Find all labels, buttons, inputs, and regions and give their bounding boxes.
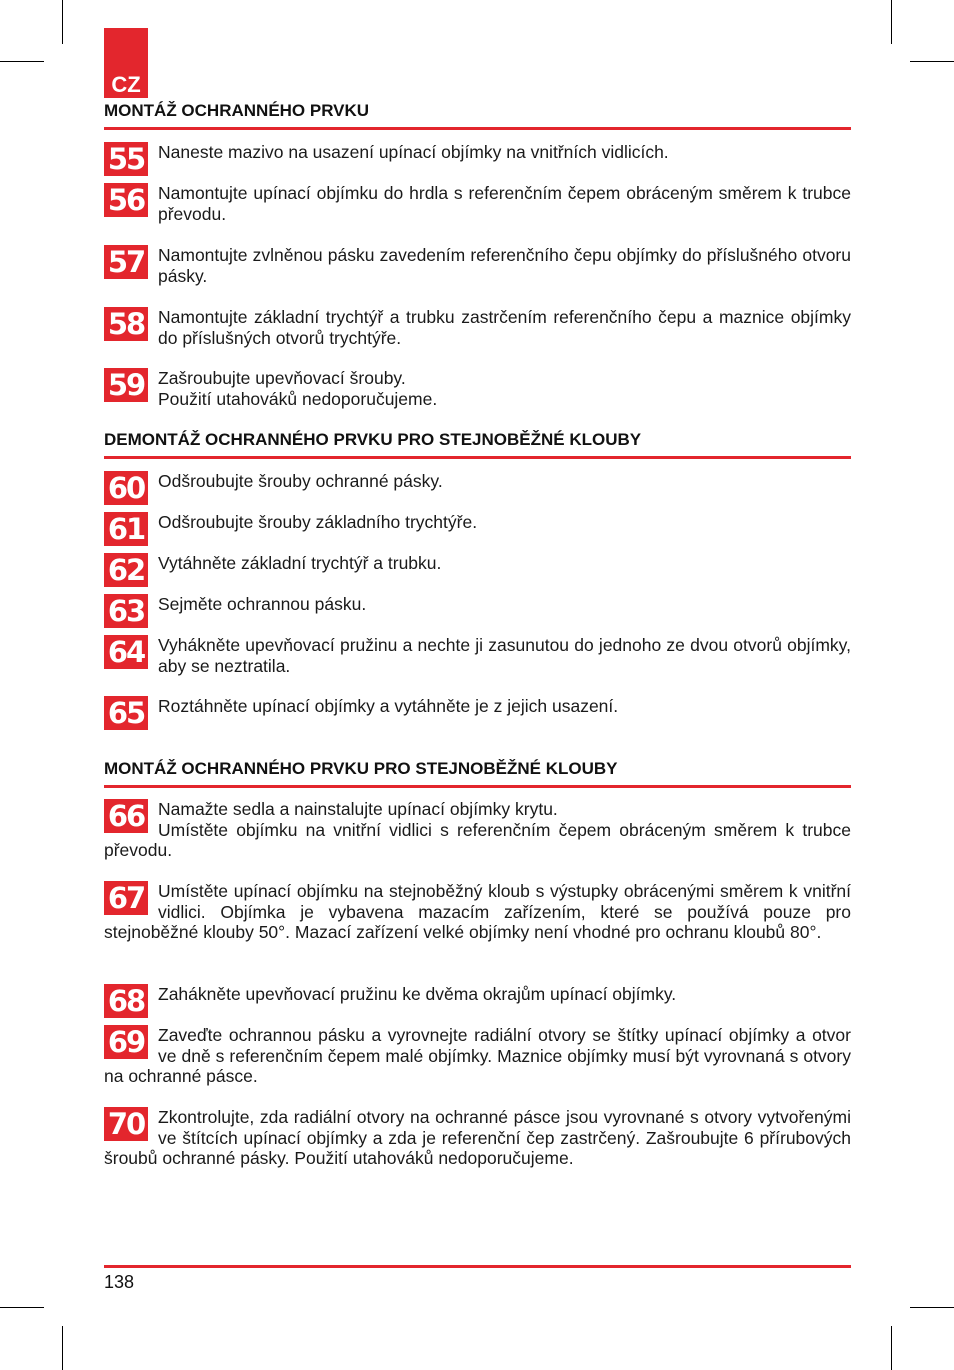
step-text: Sejměte ochrannou pásku. [158, 594, 367, 614]
section-title: MONTÁŽ OCHRANNÉHO PRVKU PRO STEJNOBĚŽNÉ KLOUBY [104, 759, 851, 788]
step-item [104, 307, 851, 348]
step-item [104, 1107, 851, 1169]
step-number: 66 [104, 799, 148, 833]
step-text: Zkontrolujte, zda radiální otvory na ochranné pásce jsou vyrovnané s otvory vytvořenými ve štítcích upínací objímky a zda je referenční čep zastrčený. Zašroubujte 6 přírubových šroubů ochranné pásky. Použití utahováků nedoporučujeme. [104, 1107, 851, 1168]
footer-divider [104, 1265, 851, 1268]
step-number: 63 [104, 594, 148, 628]
crop-mark [0, 61, 44, 62]
step-item [104, 594, 851, 628]
step-text: Odšroubujte šrouby ochranné pásky. [158, 471, 443, 491]
step-text: Umístěte upínací objímku na stejnoběžný kloub s výstupky obrácenými směrem k vnitřní vidlici. Objímka je vybavena mazacím zařízením, které se používá pouze pro stejnoběžné klouby 50°. Mazací zařízení velké objímky není vhodné pro ochranu kloubů 80°. [104, 881, 851, 942]
crop-mark [62, 0, 63, 44]
step-text: Zaveďte ochrannou pásku a vyrovnejte radiální otvory se štítky upínací objímky a otvor ve dně s referenčním čepem malé objímky. Maznice objímky musí být vyrovnaná s otvory na ochranné pásce. [104, 1025, 851, 1086]
step-number: 68 [104, 984, 148, 1018]
step-text: Namažte sedla a nainstalujte upínací objímky krytu. Umístěte objímku na vnitřní vidlici s referenčním čepem obráceným směrem k trubce převodu. [104, 799, 851, 860]
step-number: 55 [104, 142, 148, 176]
step-text: Namontujte zvlněnou pásku zavedením referenčního čepu objímky do příslušného otvoru pásky. [158, 245, 851, 286]
step-item [104, 553, 851, 587]
crop-mark [62, 1326, 63, 1370]
step-number: 69 [104, 1025, 148, 1059]
step-text: Zašroubujte upevňovací šrouby. Použití utahováků nedoporučujeme. [158, 368, 438, 409]
step-item [104, 245, 851, 286]
crop-mark [910, 61, 954, 62]
step-number: 70 [104, 1107, 148, 1141]
step-item [104, 1025, 851, 1087]
step-item [104, 881, 851, 943]
step-text: Zahákněte upevňovací pružinu ke dvěma okrajům upínací objímky. [158, 984, 677, 1004]
step-number: 65 [104, 696, 148, 730]
step-text: Vyhákněte upevňovací pružinu a nechte ji zasunutou do jednoho ze dvou otvorů objímky, aby se neztratila. [158, 635, 851, 676]
step-number: 59 [104, 368, 148, 402]
step-item [104, 696, 851, 730]
crop-mark [891, 1326, 892, 1370]
page-number: 138 [104, 1272, 135, 1292]
step-text: Vytáhněte základní trychtýř a trubku. [158, 553, 442, 573]
step-item [104, 512, 851, 546]
step-item [104, 799, 851, 861]
step-item [104, 984, 851, 1018]
step-number: 62 [104, 553, 148, 587]
step-number: 67 [104, 881, 148, 915]
step-item [104, 368, 851, 409]
step-item [104, 183, 851, 224]
crop-mark [910, 1307, 954, 1308]
step-number: 58 [104, 307, 148, 341]
step-item [104, 471, 851, 505]
step-number: 56 [104, 183, 148, 217]
language-tab: CZ [104, 28, 148, 98]
step-text: Namontujte upínací objímku do hrdla s referenčním čepem obráceným směrem k trubce převodu. [158, 183, 851, 224]
crop-mark [0, 1307, 44, 1308]
step-number: 61 [104, 512, 148, 546]
step-item [104, 635, 851, 676]
step-text: Odšroubujte šrouby základního trychtýře. [158, 512, 478, 532]
step-text: Naneste mazivo na usazení upínací objímky na vnitřních vidlicích. [158, 142, 669, 162]
step-number: 57 [104, 245, 148, 279]
section-title: DEMONTÁŽ OCHRANNÉHO PRVKU PRO STEJNOBĚŽNÉ KLOUBY [104, 430, 851, 459]
section-title: MONTÁŽ OCHRANNÉHO PRVKU [104, 101, 851, 130]
step-number: 64 [104, 635, 148, 669]
step-item [104, 142, 851, 176]
step-text: Roztáhněte upínací objímky a vytáhněte je z jejich usazení. [158, 696, 619, 716]
step-number: 60 [104, 471, 148, 505]
step-text: Namontujte základní trychtýř a trubku zastrčením referenčního čepu a maznice objímky do příslušných otvorů trychtýře. [158, 307, 851, 348]
crop-mark [891, 0, 892, 44]
